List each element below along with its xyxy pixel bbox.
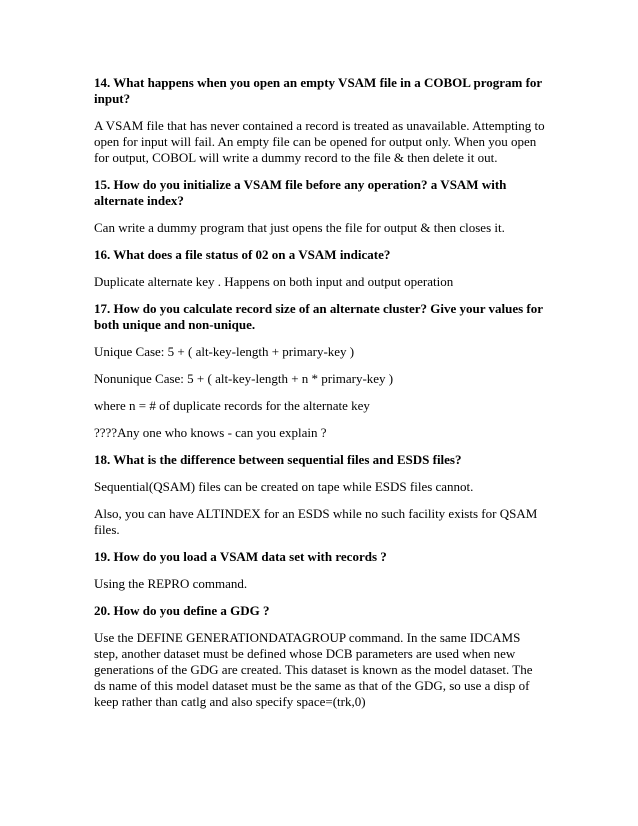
- answer-17-where: where n = # of duplicate records for the alternate key: [94, 398, 370, 413]
- answer-18-altindex: Also, you can have ALTINDEX for an ESDS while no such facility exists for QSAM files.: [94, 506, 538, 537]
- question-18: 18. What is the difference between sequential files and ESDS files?: [94, 452, 462, 467]
- question-15: 15. How do you initialize a VSAM file before any operation? a VSAM with alternate index?: [94, 177, 507, 208]
- question-16: 16. What does a file status of 02 on a VSAM indicate?: [94, 247, 391, 262]
- question-20: 20. How do you define a GDG ?: [94, 603, 270, 618]
- answer-19: Using the REPRO command.: [94, 576, 248, 591]
- answer-17-nonunique: Nonunique Case: 5 + ( alt-key-length + n * primary-key ): [94, 371, 394, 386]
- answer-16: Duplicate alternate key . Happens on both input and output operation: [94, 274, 454, 289]
- answer-14: A VSAM file that has never contained a record is treated as unavailable. Attempting to open for input will fail. An empty file can be opened for output only. When you open for output, COBOL will write a dummy record to the file & then delete it out.: [94, 118, 545, 165]
- answer-17-unique: Unique Case: 5 + ( alt-key-length + primary-key ): [94, 344, 355, 359]
- question-19: 19. How do you load a VSAM data set with records ?: [94, 549, 387, 564]
- document-body: [94, 75, 546, 721]
- answer-17-question: ????Any one who knows - can you explain ?: [94, 425, 327, 440]
- answer-15: Can write a dummy program that just opens the file for output & then closes it.: [94, 220, 505, 235]
- answer-20: Use the DEFINE GENERATIONDATAGROUP command. In the same IDCAMS step, another dataset must be defined whose DCB parameters are used when new generations of the GDG are created. This dataset is known as the model dataset. The ds name of this model dataset must be the same as that of the GDG, so use a disp of keep rather than catlg and also specify space=(trk,0): [94, 630, 533, 709]
- question-17: 17. How do you calculate record size of an alternate cluster? Give your values for both unique and non-unique.: [94, 301, 543, 332]
- answer-18-tape: Sequential(QSAM) files can be created on tape while ESDS files cannot.: [94, 479, 474, 494]
- question-14: 14. What happens when you open an empty VSAM file in a COBOL program for input?: [94, 75, 542, 106]
